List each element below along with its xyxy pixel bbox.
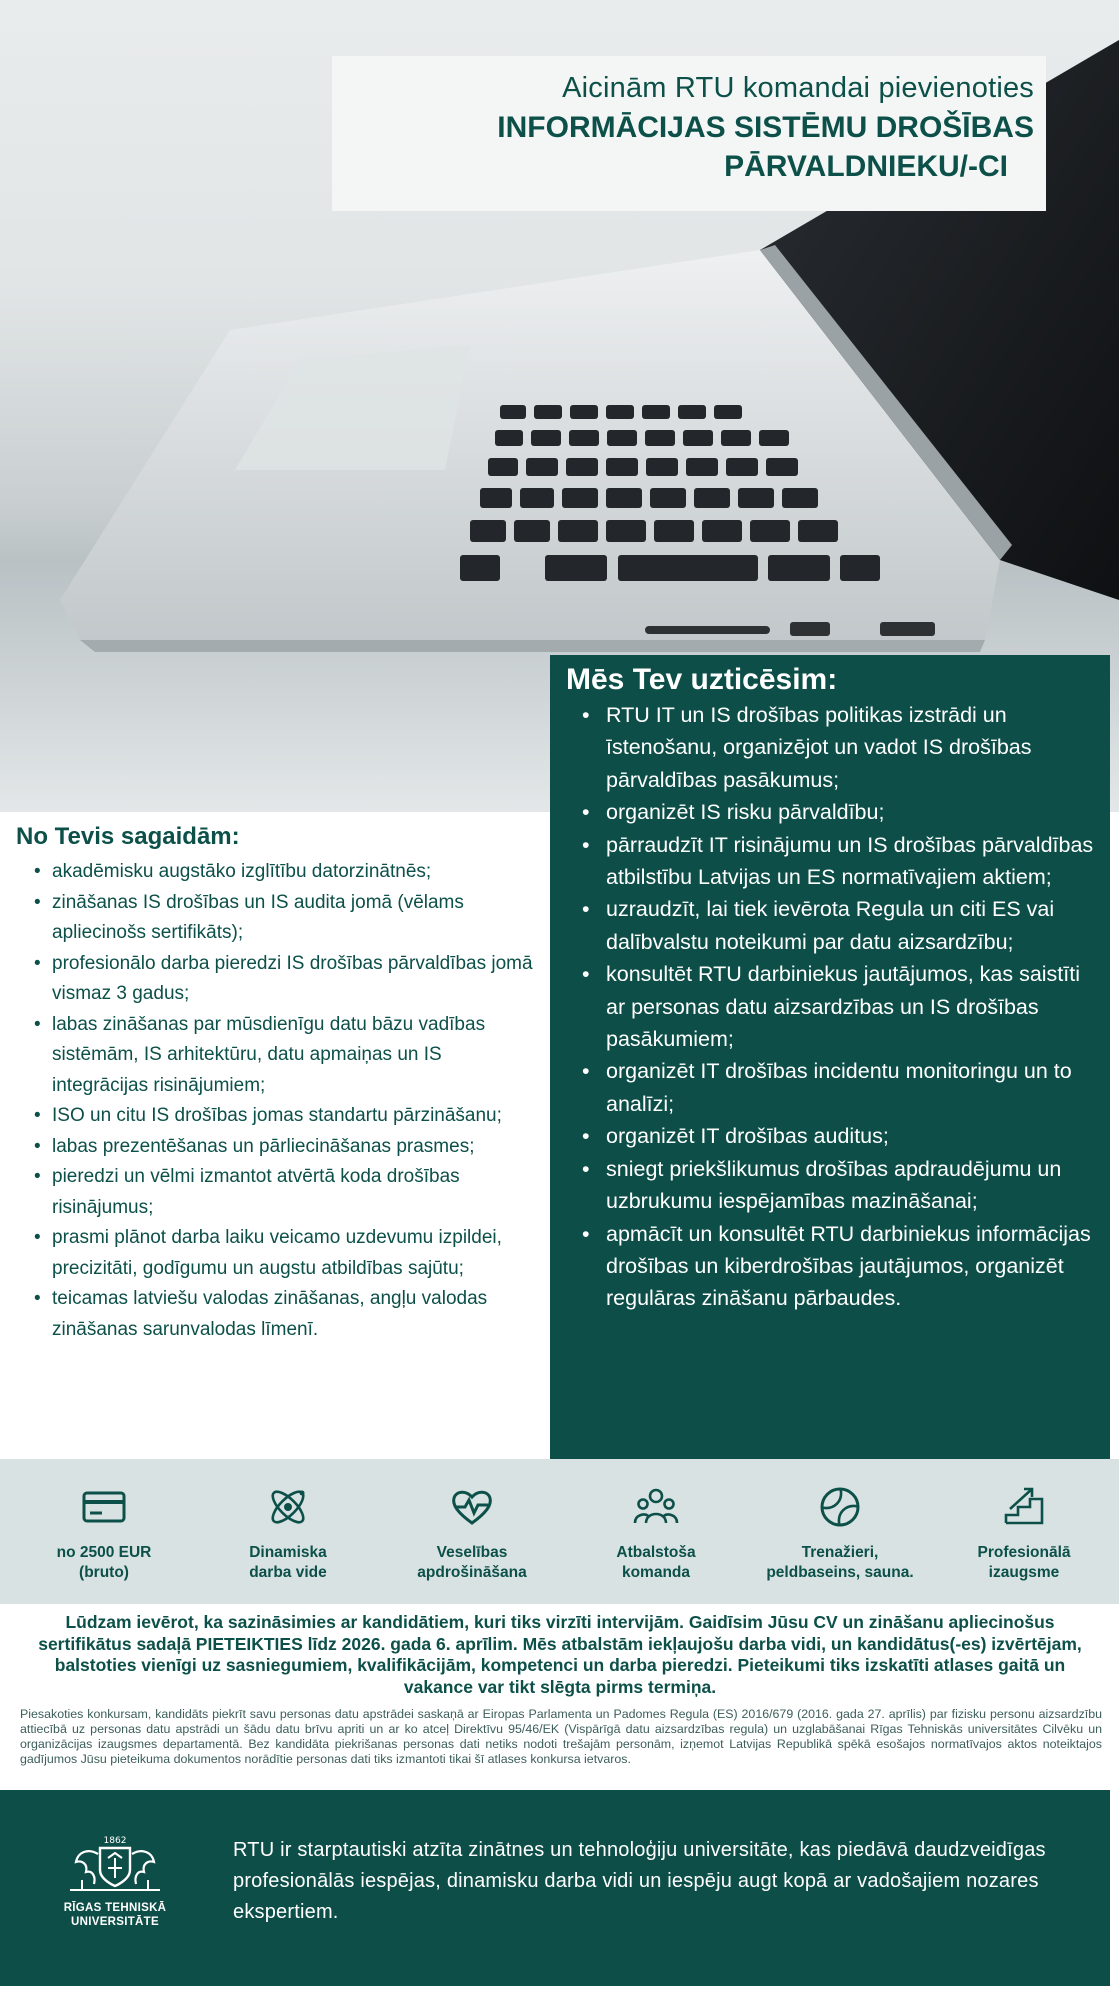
tennis-ball-icon (816, 1483, 864, 1531)
footer-description: RTU ir starptautiski atzīta zinātnes un tehnoloģiju universitāte, kas piedāvā daudzveidīgas profesionālās iespējas, dinamisku darba vidi un iespēju augt kopā ar vadošajiem nozares ekspertiem. (233, 1839, 1046, 1923)
list-item: • uzraudzīt, lai tiek ievērota Regula un citi ES vai dalībvalstu noteikumi par datu aizsardzību; (582, 893, 1096, 958)
growth-stairs-icon (1000, 1483, 1048, 1531)
list-item: • apmācīt un konsultēt RTU darbiniekus informācijas drošības un kiberdrošības jautājumos, organizēt regulāras zināšanu pārbaudes. (582, 1218, 1096, 1315)
benefit-label: no 2500 EUR (bruto) (56, 1544, 152, 1581)
list-item: • ISO un citu IS drošības jomas standartu pārzināšanu; (34, 1101, 536, 1132)
list-item: • organizēt IS risku pārvaldību; (582, 796, 1096, 828)
list-item: • akadēmisku augstāko izglītību datorzinātnēs; (34, 857, 536, 888)
benefit-label: Atbalstoša komanda (616, 1544, 696, 1581)
list-item: • organizēt IT drošības auditus; (582, 1120, 1096, 1152)
benefit-label: Veselības apdrošināšana (417, 1544, 527, 1581)
rtu-logo (60, 1834, 170, 1929)
list-item: • profesionālo darba pieredzi IS drošības pārvaldības jomā vismaz 3 gadus; (34, 949, 536, 1010)
job-title (332, 108, 1034, 187)
benefit-environment (196, 1459, 380, 1604)
job-title-line1: INFORMĀCIJAS SISTĒMU DROŠĪBAS (497, 110, 1034, 144)
list-item: • konsultēt RTU darbiniekus jautājumos, kas saistīti ar personas datu aizsardzības un IS drošības pasākumiem; (582, 958, 1096, 1055)
benefit-insurance (380, 1459, 564, 1604)
job-title-line2: PĀRVALDNIEKU/-CI (724, 150, 1008, 184)
benefit-growth (932, 1459, 1116, 1604)
requirements-section (16, 823, 536, 1345)
benefit-fitness (748, 1459, 932, 1604)
list-item: • pārraudzīt IT risinājumu un IS drošības pārvaldības atbilstību Latvijas un ES normatīvajiem aktiem; (582, 829, 1096, 894)
duties-list (566, 699, 1096, 1315)
application-notice: Lūdzam ievērot, ka sazināsimies ar kandidātiem, kuri tiks virzīti intervijām. Gaidīsim Jūsu CV un zināšanu apliecinošus sertifikātus sadaļā PIETEIKTIES līdz 2026. gada 6. aprīlim. Mēs atbalstām iekļaujošu darba vidi, un kandidātus(-es) izvērtējam, balstoties vienīgi uz sasniegumiem, kvalifikācijām, kompetenci un darba pieredzi. Pieteikumi tiks izskatīti atlases gaitā un vakance var tikt slēgta pirms termiņa. (38, 1612, 1082, 1697)
benefit-label: Trenažieri, peldbaseins, sauna. (766, 1544, 914, 1581)
heart-pulse-icon (448, 1483, 496, 1531)
list-item: • pieredzi un vēlmi izmantot atvērtā koda drošības risinājumus; (34, 1162, 536, 1223)
list-item: • zināšanas IS drošības un IS audita jomā (vēlams apliecinošs sertifikāts); (34, 888, 536, 949)
atom-icon (264, 1483, 312, 1531)
list-item: • prasmi plānot darba laiku veicamo uzdevumu izpildei, precizitāti, godīgumu un augstu atbildības sajūtu; (34, 1223, 536, 1284)
duties-section (550, 655, 1110, 1459)
benefit-team (564, 1459, 748, 1604)
rtu-crest-icon (60, 1834, 170, 1896)
footer (0, 1790, 1110, 1986)
credit-card-icon (80, 1483, 128, 1531)
list-item: • labas zināšanas par mūsdienīgu datu bāzu vadības sistēmām, IS arhitektūru, datu apmaiņas un IS integrācijas risinājumiem; (34, 1010, 536, 1102)
privacy-disclaimer: Piesakoties konkursam, kandidāts piekrīt savu personas datu apstrādei saskaņā ar Eiropas Parlamenta un Padomes Regula (ES) 2016/679 (2016. gada 27. aprīlis) par fizisku personu aizsardzību attiecībā uz personas datu apstrādi un šādu datu brīvu apriti un ar ko atceļ Direktīvu 95/46/EK (Vispārīgā datu aizsardzības regula) un uzglabāšanai Rīgas Tehniskās universitātes Cilvēku un organizācijas izaugsmes departamentā. Bez kandidāta piekrišanas personas dati netiks nodoti trešajām personām, izņemot Latvijas Republikā spēkā esošajos normatīvajos aktos noteiktajos gadījumos Jūsu pieteikuma dokumentos norādītie personas dati tiks izmantoti tikai šī atlases konkursa ietvaros. (20, 1707, 1102, 1766)
list-item: • teicamas latviešu valodas zināšanas, angļu valodas zināšanas sarunvalodas līmenī. (34, 1284, 536, 1345)
svg-text:1862: 1862 (103, 1836, 127, 1846)
title-card (332, 56, 1046, 211)
requirements-heading: No Tevis sagaidām: (16, 823, 240, 850)
logo-wordmark: RĪGAS TEHNISKĀ UNIVERSITĀTE (63, 1902, 167, 1928)
team-icon (632, 1483, 680, 1531)
benefit-salary (12, 1459, 196, 1604)
list-item: • sniegt priekšlikumus drošības apdraudējumu un uzbrukumu iespējamības mazināšanai; (582, 1153, 1096, 1218)
title-intro: Aicinām RTU komandai pievienoties (562, 72, 1034, 104)
list-item: • labas prezentēšanas un pārliecināšanas prasmes; (34, 1132, 536, 1163)
benefits-band (0, 1459, 1119, 1604)
requirements-list (16, 857, 536, 1345)
benefit-label: Profesionālā izaugsme (977, 1544, 1071, 1581)
duties-heading: Mēs Tev uzticēsim: (566, 663, 838, 696)
list-item: • RTU IT un IS drošības politikas izstrādi un īstenošanu, organizējot un vadot IS drošības pārvaldības pasākumus; (582, 699, 1096, 796)
benefit-label: Dinamiska darba vide (249, 1544, 327, 1581)
list-item: • organizēt IT drošības incidentu monitoringu un to analīzi; (582, 1055, 1096, 1120)
